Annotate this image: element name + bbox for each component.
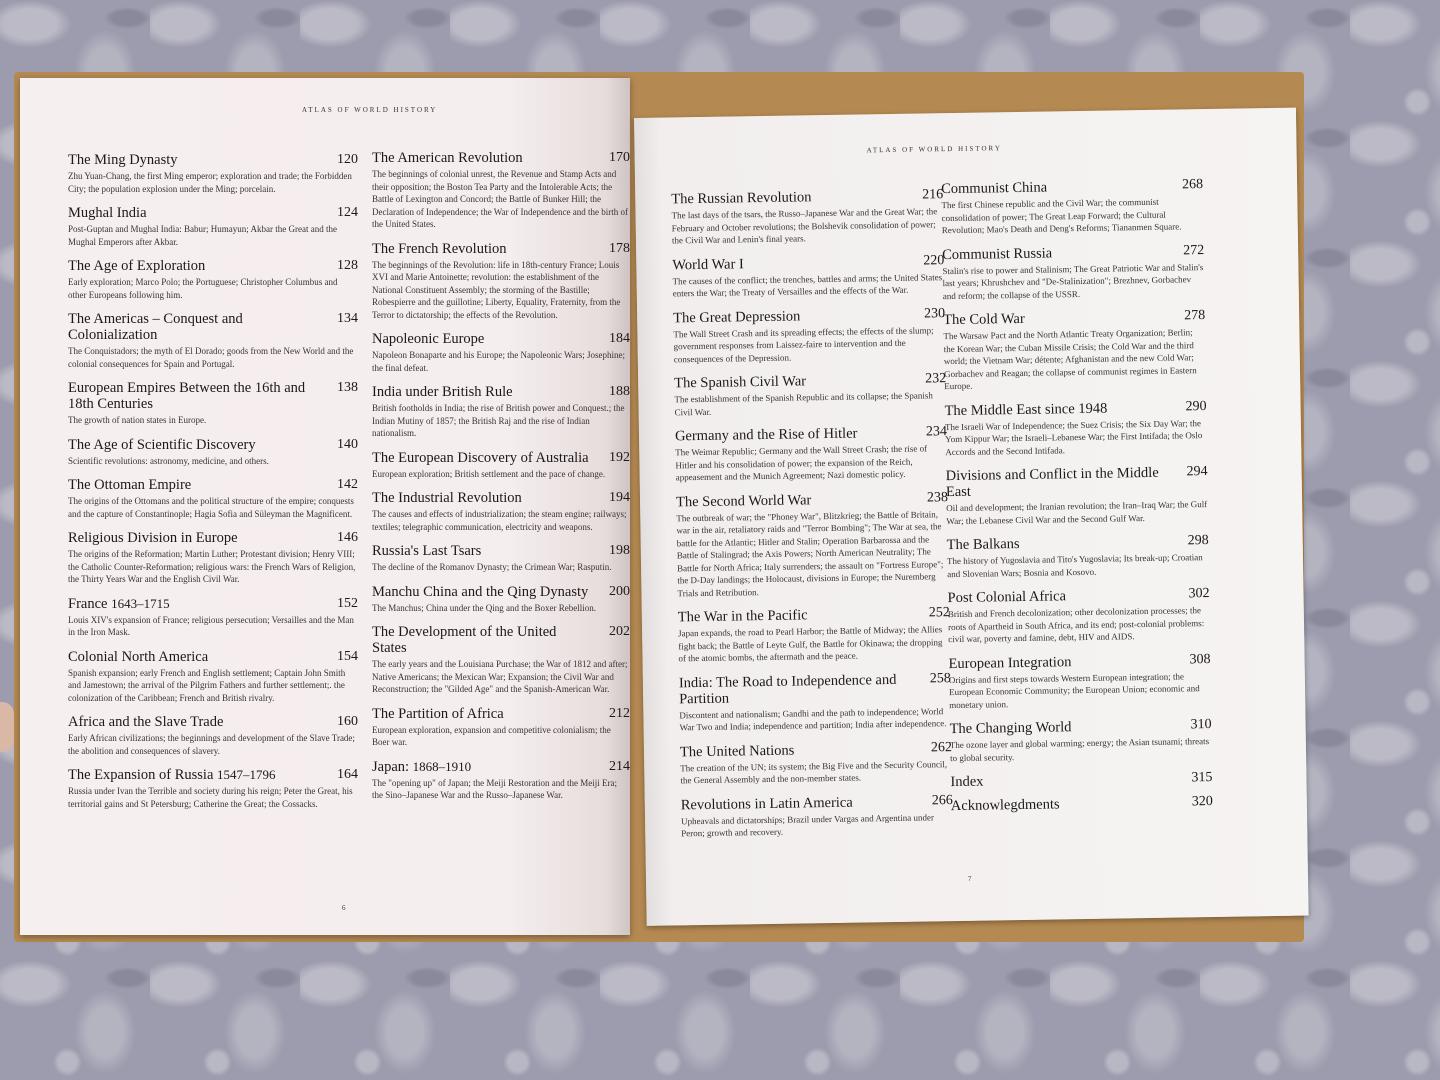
toc-entry (673, 306, 946, 366)
entry-dates: 1547–1796 (217, 767, 276, 782)
entry-title-text: Colonial North America (68, 648, 209, 665)
toc-entry (941, 177, 1204, 237)
entry-title (68, 437, 358, 453)
entry-title-text: Russia's Last Tsars (372, 543, 482, 559)
entry-description: Japan expands, the road to Pearl Harbor; the Battle of Midway; the Allies fight back; the Battle of Leyte Gulf, the Battle for Okinawa; the dropping of the atomic bombs, the aftermath and the peace. (678, 624, 943, 664)
entry-title-text: Communist Russia (942, 244, 1053, 263)
entry-description: The history of Yugoslavia and Tito's Yugoslavia; Its break-up; Croatian and Slovenian Wars; Bosnia and Kosovo. (946, 552, 1203, 579)
entry-page-number: 232 (925, 371, 947, 387)
toc-entry (681, 793, 954, 840)
entry-description: Napoleon Bonaparte and his Europe; the Napoleonic Wars; Josephine; the final defeat. (372, 350, 626, 373)
entry-description: The early years and the Louisiana Purchase; the War of 1812 and after; Native Americans; the Mexican War; Expansion; the Civil War and Reconstruction; the "Gilded Age" and the Spanish-American War. (372, 659, 628, 694)
toc-entry (671, 187, 944, 247)
entry-title-text: The Partition of Africa (372, 705, 504, 722)
entry-title (372, 450, 630, 466)
entry-description: The last days of the tsars, the Russo–Japanese War and the Great War; the February and October revolutions; the Bolshevik consolidation of power; the Civil War and Lenin's final years. (671, 206, 938, 246)
entry-title-text: Manchu China and the Qing Dynasty (372, 583, 589, 600)
entry-page-number: 160 (337, 714, 358, 729)
entry-title (950, 717, 1212, 737)
toc-entry (68, 437, 358, 468)
running-head: ATLAS OF WORLD HISTORY (866, 144, 1002, 155)
entry-title-text: The French Revolution (372, 240, 507, 257)
toc-entry (947, 586, 1210, 646)
entry-page-number: 290 (1185, 398, 1207, 414)
entry-description: British and French decolonization; other decolonization processes; the roots of Apartheid in South Africa, and its end; post-colonial problems: civil war, poverty and famine, debt, HIV and AIDS. (947, 605, 1205, 645)
toc-entry (372, 706, 630, 749)
entry-title-text: Germany and the Rise of Hitler (674, 425, 858, 445)
entry-page-number: 178 (609, 240, 630, 256)
toc-column (372, 150, 630, 812)
entry-description: The establishment of the Spanish Republic and its collapse; the Spanish Civil War. (674, 390, 933, 417)
entry-title-text: India under British Rule (372, 384, 513, 400)
entry-title-text: The American Revolution (372, 150, 523, 166)
entry-description: The ozone layer and global warming; energy; the Asian tsunami; threats to global security. (949, 736, 1210, 763)
entry-title (372, 384, 630, 400)
entry-description: The Manchus; China under the Qing and the Boxer Rebellion. (372, 602, 596, 613)
toc-entry (372, 384, 630, 440)
entry-title (674, 371, 946, 391)
entry-title-text: The Development of the United States (372, 624, 557, 656)
entry-page-number: 170 (609, 150, 630, 165)
entry-page-number: 188 (609, 384, 630, 399)
entry-description: The causes and effects of industrialization; the steam engine; railways; textiles; telegraphic communication, electricity and weapons. (372, 509, 627, 532)
entry-title (673, 306, 945, 326)
entry-description: The Wall Street Crash and its spreading effects; the effects of the slump; government responses from Laissez-faire to intervention and the consequences of the Depression. (673, 324, 934, 364)
entry-description: The beginnings of the Revolution: life in 18th-century France; Louis XVI and Marie Antoinette; revolution: the establishment of the National Constituent Assembly; the storming of the Bastille; Robespierre and the guillotine; Liberty, Equality, Fraternity, from the Terror to dictatorship; the effects of the Revolution. (372, 259, 621, 320)
toc-entry (372, 584, 630, 615)
entry-page-number: 298 (1187, 533, 1209, 549)
entry-description: Russia under Ivan the Terrible and society during his reign; Peter the Great, his territorial gains and St Petersburg; Catherine the Great; the Cossacks. (68, 786, 353, 809)
entry-title-text: European Empires Between the 16th and 18th Centuries (68, 380, 306, 412)
entry-title-text: Religious Division in Europe (68, 530, 238, 546)
entry-title (943, 308, 1205, 328)
entry-page-number: 146 (337, 530, 358, 545)
entry-title (681, 793, 953, 813)
toc-entry (372, 543, 630, 574)
entry-title (372, 490, 630, 506)
entry-title (372, 150, 630, 166)
entry-title (947, 586, 1209, 606)
entry-title-text: The Ming Dynasty (68, 152, 178, 168)
entry-description: Zhu Yuan-Chang, the first Ming emperor; exploration and trade; the Forbidden City; the population explosion under the Ming; porcelain. (68, 171, 352, 194)
entry-title (951, 794, 1213, 814)
entry-title-text: Post Colonial Africa (947, 588, 1067, 607)
toc-entry (946, 464, 1209, 527)
entry-title (372, 331, 630, 347)
toc-entry (672, 253, 945, 300)
entry-description: The Israeli War of Independence; the Suez Crisis; the Six Day War; the Yom Kippur War; the Israeli–Lebanese War; the First Intifada; the Oslo Accords and the Second Intifada. (944, 417, 1203, 457)
entry-description: The causes of the conflict; the trenches, battles and arms; the United States enters the War; the Treaty of Versailles and the effects of the War. (672, 271, 943, 299)
entry-title-text: The Age of Exploration (68, 258, 206, 274)
entry-description: The Conquistadors; the myth of El Dorado; goods from the New World and the colonial consequences for Spain and Portugal. (68, 346, 354, 369)
entry-description: Stalin's rise to power and Stalinism; The Great Patriotic War and Stalin's last years; Khrushchev and "De-Stalinization"; Brezhnev, Gorbachev and reform; the collapse of the USSR. (942, 261, 1204, 301)
entry-title-text: The United Nations (679, 742, 795, 760)
entry-title (947, 533, 1209, 553)
entry-title (680, 740, 952, 760)
toc-entry (680, 740, 953, 787)
entry-page-number: 192 (609, 449, 630, 465)
entry-title (678, 605, 950, 625)
entry-description: Upheavals and dictatorships; Brazil under Vargas and Argentina under Peron; growth and recovery. (680, 811, 935, 839)
entry-title (942, 243, 1204, 263)
entry-description: Early exploration; Marco Polo; the Portuguese; Christopher Columbus and other Europeans following him. (68, 277, 338, 300)
entry-title-text: Acknowlegdments (950, 796, 1060, 815)
toc-entry (674, 371, 947, 418)
entry-description: The "opening up" of Japan; the Meiji Restoration and the Meiji Era; the Sino–Japanese War and the Russo–Japanese War. (372, 777, 618, 800)
entry-page-number: 268 (1182, 177, 1204, 193)
entry-title-text: European Integration (948, 653, 1072, 672)
entry-description: The creation of the UN; its system; the Big Five and the Security Council, the General Assembly and the non-member states. (680, 758, 948, 786)
running-head: ATLAS OF WORLD HISTORY (302, 106, 438, 114)
entry-page-number: 138 (337, 380, 358, 395)
entry-title-text: World War I (672, 255, 744, 273)
entry-page-number: 152 (337, 595, 358, 611)
entry-title-text: Africa and the Slave Trade (68, 714, 224, 730)
entry-title (68, 311, 358, 343)
entry-title (68, 714, 358, 730)
page-number: 7 (967, 874, 972, 883)
page-number: 6 (342, 904, 346, 912)
entry-title-text: The Industrial Revolution (372, 490, 522, 506)
toc-entry (948, 652, 1211, 712)
entry-page-number: 214 (609, 758, 630, 774)
entry-description: Oil and development; the Iranian revolution; the Iran–Iraq War; the Gulf War; the Lebanese Civil War and the Second Gulf War. (946, 499, 1208, 526)
entry-title (950, 770, 1212, 790)
entry-description: Origins and first steps towards Western European integration; the European Economic Community; the European Union; economic and monetary union. (948, 670, 1200, 710)
entry-description: The first Chinese republic and the Civil War; the communist consolidation of power; The Great Leap Forward; the Cultural Revolution; Mao's Death and Deng's Reforms; Tiananmen Square. (941, 196, 1182, 236)
entry-title (372, 624, 630, 656)
entry-description: European exploration; British settlement and the pace of change. (372, 468, 606, 479)
entry-title-text: The Americas – Conquest and Colonialization (68, 311, 243, 343)
entry-title-text: The Second World War (675, 491, 812, 510)
toc-column (671, 187, 953, 850)
entry-title (671, 187, 943, 207)
entry-description: British footholds in India; the rise of British power and Conquest.; the Indian Mutiny of 1857; the British Raj and the rise of Indian nationalism. (372, 403, 625, 438)
entry-dates: 1868–1910 (412, 758, 472, 774)
entry-page-number: 194 (609, 490, 630, 505)
entry-page-number: 128 (337, 258, 358, 273)
entry-title-text: The Age of Scientific Discovery (68, 436, 256, 453)
toc-entry (68, 596, 358, 639)
entry-page-number: 272 (1183, 242, 1205, 258)
entry-title-text: The European Discovery of Australia (372, 449, 589, 466)
entry-title (372, 759, 630, 775)
toc-entry (68, 530, 358, 586)
toc-column (68, 152, 358, 820)
entry-title (68, 767, 358, 783)
entry-title-text: The War in the Pacific (677, 607, 808, 626)
entry-description: Post-Guptan and Mughal India: Babur; Humayun; Akbar the Great and the Mughal Emperors after Akbar. (68, 224, 337, 247)
entry-page-number: 140 (337, 436, 358, 452)
entry-page-number: 310 (1190, 717, 1212, 733)
entry-page-number: 142 (337, 477, 358, 492)
entry-description: Spanish expansion; early French and English settlement; Captain John Smith and Jamestown; the arrival of the Pilgrim Fathers and further settlement;. the colonization of the Caribbean; French and British rivalry. (68, 667, 346, 703)
entry-title-text: Japan: (372, 758, 410, 775)
entry-page-number: 124 (337, 205, 358, 220)
entry-page-number: 200 (609, 583, 630, 599)
toc-entry (68, 205, 358, 248)
entry-title (68, 205, 358, 221)
entry-title (68, 152, 358, 168)
left-page (20, 78, 630, 935)
entry-title (945, 399, 1207, 419)
toc-entry (68, 649, 358, 705)
entry-description: The growth of nation states in Europe. (68, 415, 207, 425)
entry-title (372, 543, 630, 559)
toc-entry (68, 311, 358, 370)
entry-title (68, 380, 358, 412)
entry-page-number: 302 (1188, 586, 1210, 602)
entry-page-number: 252 (928, 605, 950, 621)
toc-entry (372, 150, 630, 231)
entry-page-number: 216 (922, 187, 944, 203)
entry-page-number: 315 (1191, 769, 1213, 786)
toc-entry (372, 241, 630, 322)
entry-title-text: The Russian Revolution (671, 189, 812, 208)
entry-title-text: The Expansion of Russia (68, 767, 214, 783)
entry-title-text: Napoleonic Europe (372, 331, 485, 347)
entry-page-number: 134 (337, 311, 358, 326)
entry-page-number: 220 (923, 252, 945, 268)
toc-entry (68, 714, 358, 757)
entry-title-text: The Cold War (943, 310, 1025, 329)
entry-description: European exploration, expansion and competitive colonialism; the Boer war. (372, 724, 611, 747)
toc-entry (68, 380, 358, 427)
entry-title (68, 258, 358, 274)
toc-entry (675, 424, 948, 484)
entry-title-text: The Great Depression (673, 307, 801, 326)
entry-page-number: 202 (609, 624, 630, 639)
entry-title (948, 652, 1210, 672)
entry-page-number: 120 (337, 152, 358, 167)
entry-title-text: The Middle East since 1948 (944, 400, 1108, 419)
entry-page-number: 258 (929, 670, 951, 686)
entry-title (68, 596, 358, 612)
entry-title (68, 530, 358, 546)
entry-page-number: 238 (926, 489, 949, 505)
toc-entry (950, 717, 1213, 764)
thumb (0, 702, 14, 752)
entry-title (679, 671, 951, 707)
entry-title-text: France (68, 595, 108, 612)
entry-title-text: Divisions and Conflict in the Middle East (945, 464, 1159, 501)
entry-title-text: Index (950, 773, 984, 791)
toc-entry (945, 399, 1208, 459)
entry-title (946, 464, 1208, 500)
entry-page-number: 266 (931, 792, 953, 808)
entry-page-number: 164 (337, 767, 358, 782)
entry-page-number: 230 (923, 305, 946, 321)
entry-title-text: The Changing World (949, 719, 1072, 738)
toc-entry (372, 450, 630, 481)
toc-entry (951, 794, 1213, 814)
toc-entry (372, 624, 630, 696)
entry-title (372, 584, 630, 600)
entry-title-text: India: The Road to Independence and Partition (678, 671, 897, 707)
toc-entry (942, 243, 1205, 303)
entry-description: The outbreak of war; the "Phoney War", Blitzkrieg; the Battle of Britain, war in the air, retaliatory raids and "Terror Bombing"; The War at sea, the battle for the Atlantic; Hitler and Stalin; Operation Barbarossa and the Battle of Stalingrad; the Axis Powers; North American Neutrality; The Battle for North Africa; Italy surrenders; the assault on "Fortress Europe"; the D-Day landings; the Holocaust, divisions in Europe; the Nuremberg Trials and Retribution. (676, 508, 944, 598)
entry-title-text: Communist China (941, 179, 1048, 198)
right-page (634, 108, 1309, 926)
entry-page-number: 212 (609, 705, 630, 721)
entry-page-number: 262 (930, 739, 953, 755)
entry-page-number: 234 (925, 424, 948, 440)
entry-page-number: 154 (337, 648, 358, 664)
entry-page-number: 184 (609, 331, 630, 346)
entry-page-number: 308 (1189, 651, 1211, 667)
toc-entry (679, 671, 952, 734)
toc-entry (372, 331, 630, 374)
entry-description: Discontent and nationalism; Gandhi and the path to independence; World War Two and India; independence and partition; India after independence. (679, 705, 947, 733)
toc-entry (950, 770, 1212, 790)
entry-title-text: The Spanish Civil War (674, 373, 807, 392)
entry-description: Louis XIV's expansion of France; religious persecution; Versailles and the Man in the Iron Mask. (68, 614, 354, 637)
toc-entry (68, 767, 358, 810)
toc-entry (68, 258, 358, 301)
entry-title (675, 424, 947, 444)
entry-page-number: 198 (609, 543, 630, 558)
toc-entry (68, 477, 358, 520)
entry-page-number: 320 (1191, 793, 1213, 810)
toc-entry (372, 490, 630, 533)
entry-description: Scientific revolutions: astronomy, medicine, and others. (68, 455, 269, 466)
entry-title (676, 490, 948, 510)
toc-entry (676, 490, 950, 600)
toc-column (941, 177, 1213, 822)
entry-title-text: The Ottoman Empire (68, 477, 192, 493)
entry-dates: 1643–1715 (111, 595, 170, 611)
entry-page-number: 294 (1186, 464, 1208, 480)
entry-description: The Warsaw Pact and the North Atlantic Treaty Organization; Berlin; the Korean War; the Cuban Missile Crisis; the Cold War and the third world; the Vietnam War; détente; Afghanistan and the new Cold War; Gorbachev and Reagan; the collapse of communist regimes in Eastern Europe. (943, 327, 1197, 392)
entry-description: The Weimar Republic; Germany and the Wall Street Crash; the rise of Hitler and his consolidation of power; the expansion of the Reich, appeasement and the Munich Agreement; Nazi domestic policy. (675, 443, 928, 483)
entry-title-text: Revolutions in Latin America (680, 794, 853, 813)
entry-description: The decline of the Romanov Dynasty; the Crimean War; Rasputin. (372, 562, 612, 572)
entry-title (941, 177, 1203, 197)
toc-entry (947, 533, 1210, 580)
entry-title-text: The Balkans (946, 535, 1020, 554)
entry-title-text: Mughal India (68, 205, 147, 221)
entry-description: The beginnings of colonial unrest, the Revenue and Stamp Acts and their opposition; the Boston Tea Party and the Intolerable Acts; the Battle of Lexington and Concord; the Battle of Bunker Hill; the Declaration of Independence; the War of Independence and the birth of the United States. (372, 169, 628, 229)
entry-title (372, 706, 630, 722)
toc-entry (943, 308, 1206, 393)
entry-description: The origins of the Reformation; Martin Luther; Protestant division; Henry VIII; the Catholic Counter-Reformation; religious wars: the French Wars of Religion, the Thirty Years War and the English Civil War. (68, 549, 356, 584)
entry-title (672, 253, 944, 273)
entry-description: Early African civilizations; the beginnings and development of the Slave Trade; the abolition and consequences of slavery. (68, 733, 355, 756)
entry-description: The origins of the Ottomans and the political structure of the empire; conquests and the capture of Constantinople; Hagia Sofia and Süleyman the Magnificent. (68, 496, 354, 519)
entry-page-number: 278 (1184, 308, 1206, 324)
entry-title (68, 649, 358, 665)
entry-title (68, 477, 358, 493)
toc-entry (68, 152, 358, 195)
toc-entry (678, 605, 951, 665)
entry-title (372, 241, 630, 257)
toc-entry (372, 759, 630, 802)
